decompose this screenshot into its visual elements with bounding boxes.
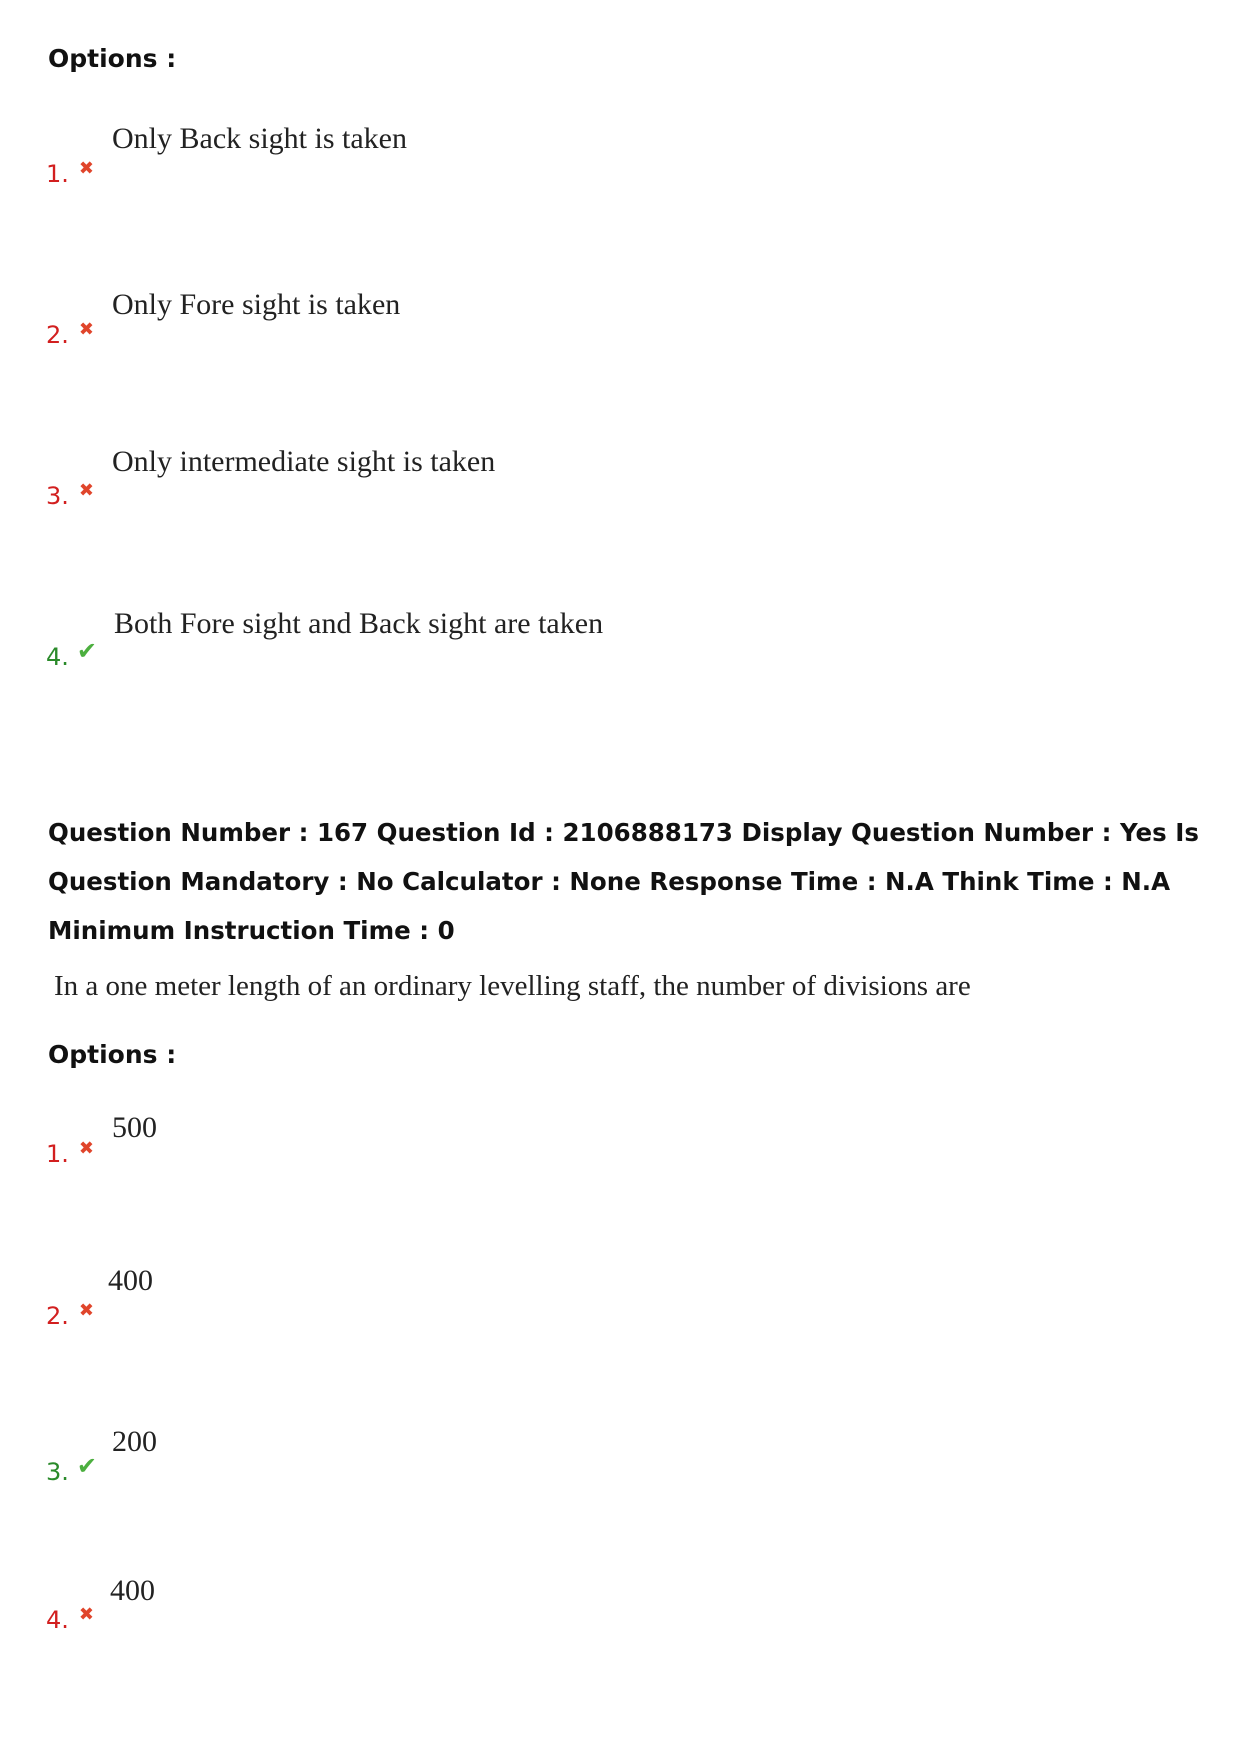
option-number-label: 2. xyxy=(46,321,69,349)
option-3-text: Only intermediate sight is taken xyxy=(112,445,496,478)
option-2-number xyxy=(46,318,94,349)
option-number-label: 4. xyxy=(46,1606,69,1634)
option-1-text: Only Back sight is taken xyxy=(112,122,407,155)
option-3-text-2: 200 xyxy=(112,1425,157,1458)
option-4-text-2: 400 xyxy=(110,1574,155,1607)
option-number-label: 4. xyxy=(46,643,69,671)
check-icon: ✔ xyxy=(76,1452,98,1480)
option-number-label: 1. xyxy=(46,1140,69,1168)
option-1-text-2: 500 xyxy=(112,1111,157,1144)
option-2-number-2 xyxy=(46,1299,94,1330)
option-4-text: Both Fore sight and Back sight are taken xyxy=(114,607,604,640)
option-number-label: 1. xyxy=(46,160,69,188)
cross-icon: ✖ xyxy=(78,1137,94,1159)
option-3-number xyxy=(46,479,94,510)
option-1-number xyxy=(46,157,94,188)
option-1-number-2 xyxy=(46,1137,94,1168)
option-2-text: Only Fore sight is taken xyxy=(112,288,401,321)
options-heading: Options : xyxy=(48,44,177,73)
cross-icon: ✖ xyxy=(78,479,94,501)
option-number-label: 3. xyxy=(46,1458,69,1486)
cross-icon: ✖ xyxy=(78,318,94,340)
option-4-number xyxy=(46,637,98,671)
question-text: In a one meter length of an ordinary levelling staff, the number of divisions are xyxy=(54,970,971,1002)
cross-icon: ✖ xyxy=(78,1299,94,1321)
option-4-number-2 xyxy=(46,1603,94,1634)
check-icon: ✔ xyxy=(76,637,98,665)
options-heading-2: Options : xyxy=(48,1040,177,1069)
option-3-number-2 xyxy=(46,1452,98,1486)
cross-icon: ✖ xyxy=(78,1603,94,1625)
option-number-label: 3. xyxy=(46,482,69,510)
question-meta: Question Number : 167 Question Id : 2106888173 Display Question Number : Yes Is Question Mandatory : No Calculator : None Response Time : N.A Think Time : N.A Minimum Instruction Time : 0 xyxy=(48,818,1199,945)
cross-icon: ✖ xyxy=(78,157,94,179)
option-2-text-2: 400 xyxy=(108,1264,153,1297)
option-number-label: 2. xyxy=(46,1302,69,1330)
